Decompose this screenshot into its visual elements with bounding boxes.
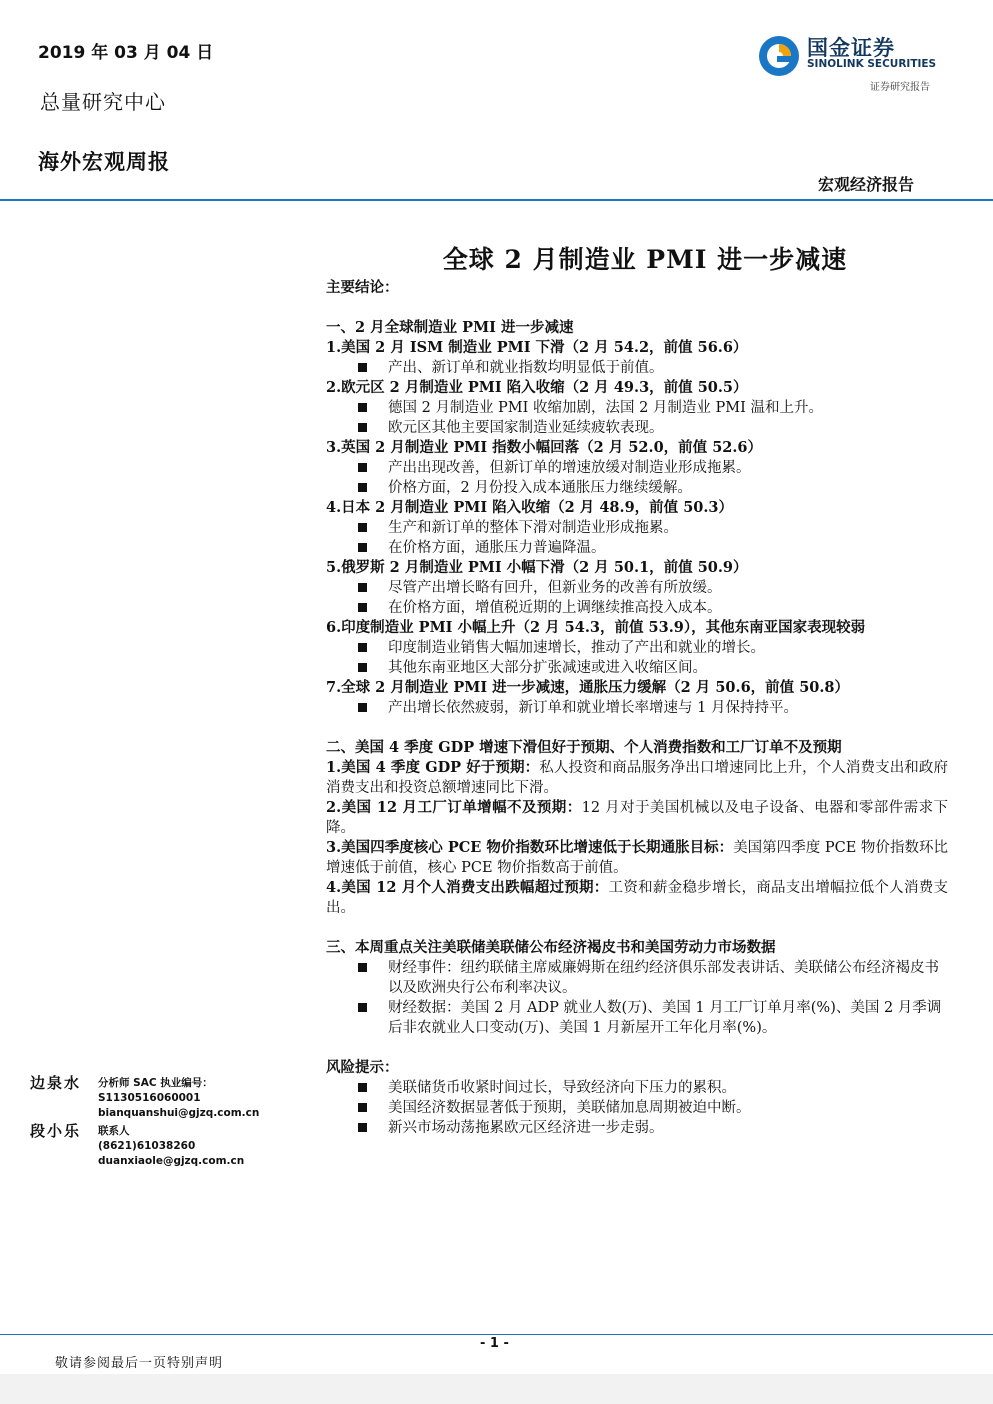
section-3-heading: 三、本周重点关注美联储美联储公布经济褐皮书和美国劳动力市场数据 — [326, 939, 776, 956]
list-item: 尽管产出增长略有回升，但新业务的改善有所放缓。 — [326, 578, 948, 598]
s2-paragraph: 4.美国 12 月个人消费支出跌幅超过预期：工资和薪金稳步增长，商品支出增幅拉低个人消费支出。 — [326, 879, 948, 916]
bullet-square-icon — [358, 423, 367, 432]
list-item: 美联储货币收紧时间过长，导致经济向下压力的累积。 — [326, 1078, 948, 1098]
bullet-square-icon — [358, 643, 367, 652]
risk-heading: 风险提示： — [326, 1059, 399, 1076]
list-item: 其他东南亚地区大部分扩张减速或进入收缩区间。 — [326, 658, 948, 678]
bullet-square-icon — [358, 603, 367, 612]
research-center: 总量研究中心 — [40, 90, 166, 114]
sinolink-logo — [757, 32, 947, 82]
report-type: 宏观经济报告 — [818, 175, 915, 194]
list-item: 印度制造业销售大幅加速增长，推动了产出和就业的增长。 — [326, 638, 948, 658]
s1-item-title: 5.俄罗斯 2 月制造业 PMI 小幅下滑（2 月 50.1，前值 50.9） — [326, 559, 748, 576]
main-content — [326, 278, 948, 1138]
bullet-square-icon — [358, 483, 367, 492]
section-2-heading: 二、美国 4 季度 GDP 增速下滑但好于预期、个人消费指数和工厂订单不及预期 — [326, 739, 842, 756]
bullet-square-icon — [358, 1083, 367, 1092]
author-phone: (8621)61038260 — [98, 1140, 196, 1152]
header-divider — [0, 199, 993, 201]
logo-english-name: SINOLINK SECURITIES — [807, 58, 937, 70]
list-item: 产出增长依然疲弱，新订单和就业增长率增速与 1 月保持持平。 — [326, 698, 948, 718]
bullet-square-icon — [358, 1103, 367, 1112]
author-name: 段小乐 — [30, 1122, 82, 1140]
list-item: 美国经济数据显著低于预期，美联储加息周期被迫中断。 — [326, 1098, 948, 1118]
section-1-heading: 一、2 月全球制造业 PMI 进一步减速 — [326, 319, 574, 336]
logo-subtitle: 证券研究报告 — [870, 82, 930, 93]
s2-paragraph: 1.美国 4 季度 GDP 好于预期：私人投资和商品服务净出口增速同比上升，个人消费支出和政府消费支出和投资总额增速同比下滑。 — [326, 759, 949, 796]
list-item: 产出、新订单和就业指数均明显低于前值。 — [326, 358, 948, 378]
bullet-square-icon — [358, 703, 367, 712]
author-email[interactable]: bianquanshui@gjzq.com.cn — [98, 1107, 260, 1119]
list-item: 价格方面，2 月份投入成本通胀压力继续缓解。 — [326, 478, 948, 498]
bullet-square-icon — [358, 1123, 367, 1132]
list-item: 德国 2 月制造业 PMI 收缩加剧，法国 2 月制造业 PMI 温和上升。 — [326, 398, 948, 418]
list-item: 新兴市场动荡拖累欧元区经济进一步走弱。 — [326, 1118, 948, 1138]
footer-disclaimer: 敬请参阅最后一页特别声明 — [55, 1356, 224, 1371]
list-item: 欧元区其他主要国家制造业延续疲软表现。 — [326, 418, 948, 438]
bullet-square-icon — [358, 543, 367, 552]
logo-chinese-name: 国金证券 — [807, 36, 895, 60]
bullet-square-icon — [358, 363, 367, 372]
sinolink-logo-icon — [757, 34, 801, 78]
list-item: 在价格方面，增值税近期的上调继续推高投入成本。 — [326, 598, 948, 618]
summary-label: 主要结论： — [326, 279, 399, 296]
bullet-square-icon — [358, 403, 367, 412]
list-item: 在价格方面，通胀压力普遍降温。 — [326, 538, 948, 558]
list-item: 财经数据：美国 2 月 ADP 就业人数(万)、美国 1 月工厂订单月率(%)、美国 2 月季调后非农就业人口变动(万)、美国 1 月新屋开工年化月率(%)。 — [326, 998, 948, 1038]
report-date: 2019 年 03 月 04 日 — [38, 43, 214, 63]
list-item: 产出出现改善，但新订单的增速放缓对制造业形成拖累。 — [326, 458, 948, 478]
page-number: - 1 - — [480, 1336, 509, 1351]
bullet-square-icon — [358, 1003, 367, 1012]
page-title: 全球 2 月制造业 PMI 进一步减速 — [442, 245, 848, 274]
footer-divider — [0, 1334, 993, 1335]
footer-band — [0, 1374, 993, 1404]
bullet-square-icon — [358, 663, 367, 672]
s2-paragraph: 2.美国 12 月工厂订单增幅不及预期：12 月对于美国机械以及电子设备、电器和零部件需求下降。 — [326, 799, 948, 836]
author-email[interactable]: duanxiaole@gjzq.com.cn — [98, 1155, 245, 1167]
bullet-square-icon — [358, 463, 367, 472]
s1-item-title: 7.全球 2 月制造业 PMI 进一步减速，通胀压力缓解（2 月 50.6，前值 50.8） — [326, 679, 850, 696]
s2-paragraph: 3.美国四季度核心 PCE 物价指数环比增速低于长期通胀目标：美国第四季度 PCE 物价指数环比增速低于前值，核心 PCE 物价指数高于前值。 — [326, 839, 948, 876]
s1-item-title: 3.英国 2 月制造业 PMI 指数小幅回落（2 月 52.0，前值 52.6） — [326, 439, 763, 456]
bullet-square-icon — [358, 583, 367, 592]
author-name: 边泉水 — [30, 1074, 82, 1092]
s1-item-title: 2.欧元区 2 月制造业 PMI 陷入收缩（2 月 49.3，前值 50.5） — [326, 379, 748, 396]
s1-item-title: 6.印度制造业 PMI 小幅上升（2 月 54.3，前值 53.9），其他东南亚国家表现较弱 — [326, 619, 866, 636]
s1-item-title: 1.美国 2 月 ISM 制造业 PMI 下滑（2 月 54.2，前值 56.6） — [326, 339, 748, 356]
bullet-square-icon — [358, 523, 367, 532]
s1-item-title: 4.日本 2 月制造业 PMI 陷入收缩（2 月 48.9，前值 50.3） — [326, 499, 734, 516]
author-credentials: 联系人 (8621)61038260 duanxiaole@gjzq.com.cn — [98, 1124, 313, 1169]
list-item: 财经事件：纽约联储主席威廉姆斯在纽约经济俱乐部发表讲话、美联储公布经济褐皮书以及欧洲央行公布利率决议。 — [326, 958, 948, 998]
author-credentials: 分析师 SAC 执业编号：S1130516060001 bianquanshui@gjzq.com.cn — [98, 1076, 313, 1121]
bullet-square-icon — [358, 963, 367, 972]
list-item: 生产和新订单的整体下滑对制造业形成拖累。 — [326, 518, 948, 538]
report-series: 海外宏观周报 — [38, 149, 170, 174]
